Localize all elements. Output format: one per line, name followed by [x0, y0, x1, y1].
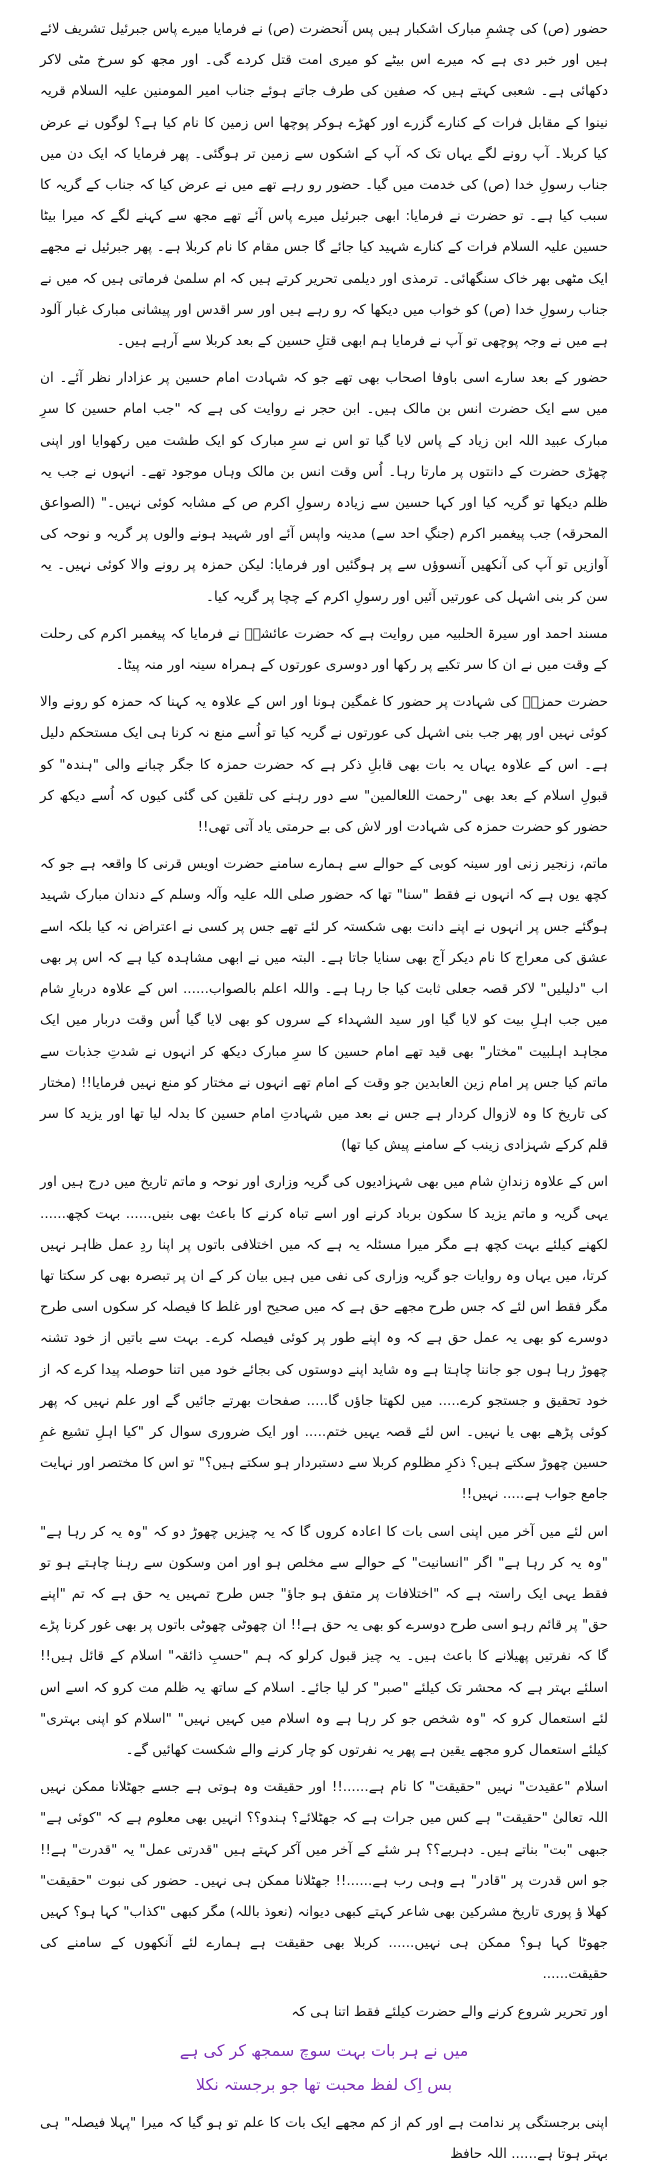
- paragraph-matam: ماتم، زنجیر زنی اور سینہ کوبی کے حوالے سے ہمارے سامنے حضرت اویس قرنی کا واقعہ ہے جو کہ کچھ یوں ہے کہ انہوں نے فقط "سنا" تھا کہ حضور صلی اللہ علیہ وآلہ وسلم کے دندان مبارک شہید ہوگئے جس پر انہوں نے اپنے دانت بھی شکستہ کر لئے تھے جس پر کسی نے اعتراض نہ کیا بلکہ اسے عشق کی معراج کا نام دیکر آج بھی سنایا جاتا ہے۔ البتہ میں نے ابھی مشاہدہ کیا ہے کہ اس پر بھی اب "دلیلیں" لاکر قصہ جعلی ثابت کیا جا رہا ہے۔ واللہ اعلم بالصواب...... اس کے علاوہ دربارِ شام میں جب اہلِ بیت کو لایا گیا اور سید الشہداء کے سروں کو بھی لایا گیا اُس وقت دربار میں ایک مجاہد اہلبیت "مختار" بھی قید تھے امام حسین کا سرِ مبارک دیکھ کر انہوں نے شدتِ جذبات سے ماتم کیا جس پر امام زین العابدین جو وقت کے امام تھے انہوں نے مختار کو منع نہیں فرمایا!! (مختار کی تاریخ کا وہ لازوال کردار ہے جس نے بعد میں شہادتِ امام حسین کا بدلہ لیا تھا اور یزید کا سر قلم کرکے شہزادی زینب کے سامنے پیش کیا تھا): [40, 856, 608, 1154]
- closing-line: اپنی برجستگی پر ندامت ہے اور کم از کم مجھے ایک بات کا علم تو ہو گیا کہ میرا "پہلا فیصلہ" ہی بہتر ہوتا ہے...... اللہ حافظ: [40, 2114, 608, 2162]
- paragraph-anas-bin-malik: حضور کے بعد سارے اسی باوفا اصحاب بھی تھے جو کہ شہادت امام حسین پر عزادار نظر آئے۔ ان میں سے ایک حضرت انس بن مالک ہیں۔ ابن حجر نے روایت کی ہے کہ "جب امام حسین کا سرِ مبارک عبید اللہ ابن زیاد کے پاس لایا گیا تو اس نے سرِ مبارک کو ایک طشت میں رکھوایا اور اپنی چھڑی حضرت کے دانتوں پر مارتا رہا۔ اُس وقت انس بن مالک وہاں موجود تھے۔ انہوں نے جب یہ ظلم دیکھا تو گریہ کیا اور کہا حسین سے زیادہ رسولِ اکرم ص کے مشابہ کوئی نہیں۔" (الصواعق المحرقہ) جب پیغمبر اکرم (جنگِ احد سے) مدینہ واپس آئے اور شہید ہونے والوں پر گریہ و نوحہ کی آوازیں تو آپ کی آنکھیں آنسوؤں سے پر ہوگئیں اور فرمایا: لیکن حمزہ پر رونے والا کوئی نہیں۔ یہ سن کر بنی اشہل کی عورتیں آئیں اور رسولِ اکرم کے چچا پر گریہ کیا۔: [40, 370, 608, 605]
- paragraph-conclusion: اس لئے میں آخر میں اپنی اسی بات کا اعادہ کروں گا کہ یہ چیزیں چھوڑ دو کہ "وہ یہ کر رہا ہے" "وہ یہ کر رہا ہے" اگر "انسانیت" کے حوالے سے مخلص ہو اور امن وسکون سے رہنا چاہتے ہو تو فقط یہی ایک راستہ ہے کہ "اختلافات پر متفق ہو جاؤ" جس طرح تمہیں یہ حق ہے کہ تم "اپنے حق" پر قائم رہو اسی طرح دوسرے کو بھی یہ حق ہے!! ان چھوٹی چھوٹی باتوں پر بھی غور کرنا پڑے گا کہ نفرتیں پھیلانے کا باعث ہیں۔ یہ چیز قبول کرلو کہ ہم "حسبِ ذائقہ" اسلام کے قائل ہیں!! اسلئے بہتر ہے کہ محشر تک کیلئے "صبر" کر لیا جائے۔ اسلام کے ساتھ یہ ظلم مت کرو کہ اسے اس لئے استعمال کرو کہ "وہ شخص جو کر رہا ہے وہ اسلام میں کہیں نہیں" "اسلام کو اپنی بہتری" کیلئے استعمال کرو مجھے یقین ہے پھر یہ نفرتوں کو چار کرنے والے شکست کھائیں گے۔: [40, 1523, 608, 1758]
- paragraph-musnad-ahmad: مسند احمد اور سیرۃ الحلبیہ میں روایت ہے کہ حضرت عائشہؓ نے فرمایا کہ پیغمبر اکرم کی رحلت کے وقت میں نے ان کا سر تکیے پر رکھا اور دوسری عورتوں کے ہمراہ سینہ اور منہ پیٹا۔: [40, 625, 608, 674]
- paragraph-hamza: حضرت حمزہؓ کی شہادت پر حضور کا غمگین ہونا اور اس کے علاوہ یہ کہنا کہ حمزہ کو رونے والا کوئی نہیں اور پھر جب بنی اشہل کی عورتوں نے گریہ کیا تو اُسے منع نہ کرنا ہی ایک مستحکم دلیل ہے۔ اس کے علاوہ یہاں یہ بات بھی قابلِ ذکر ہے کہ حضرت حمزہ کا جگر چبانے والی "ہندہ" کو قبولِ اسلام کے بعد بھی "رحمت اللعالمین" سے دور رہنے کی تلقین کی گئی کیوں کہ اُسے دیکھ کر حضور کو حضرت حمزہ کی شہادت اور لاش کی بے حرمتی یاد آتی تھی!!: [40, 694, 608, 836]
- verse-line-2: بس اِک لفظ محبت تھا جو برجستہ نکلا: [195, 2074, 453, 2094]
- paragraph-dedication: اور تحریر شروع کرنے والے حضرت کیلئے فقط اتنا ہی کہ: [291, 2003, 608, 2020]
- paragraph-islam-haqiqat: اسلام "عقیدت" نہیں "حقیقت" کا نام ہے......!! اور حقیقت وہ ہوتی ہے جسے جھٹلانا ممکن نہیں اللہ تعالیٰ "حقیقت" ہے کس میں جرات ہے کہ جھٹلائے؟ ہندو؟؟ انہیں بھی معلوم ہے کہ "کوئی ہے" جبھی "بت" بناتے ہیں۔ دہریے؟؟ ہر شئے کے آخر میں آکر کہتے ہیں "قدرتی عمل" یہ "قدرت" ہے!! جو اس قدرت پر "قادر" ہے وہی رب ہے......!! جھٹلانا ممکن ہی نہیں۔ حضور کی نبوت "حقیقت" کھلا ؤ پوری تاریخ مشرکین بھی شاعر کہتے کبھی دیوانہ (نعوذ باللہ) مگر کبھی "کذاب" کہا ہو؟ کہیں جھوٹا کہا ہو؟ ممکن ہی نہیں...... کربلا بھی حقیقت ہے ہمارے لئے آنکھوں کے سامنے کی حقیقت......: [40, 1779, 608, 1983]
- paragraph-tears-of-prophet: حضور (ص) کی چشمِ مبارک اشکبار ہیں پس آنحضرت (ص) نے فرمایا میرے پاس جبرئیل تشریف لائے ہیں اور خبر دی ہے کہ میرے اس بیٹے کو میری امت قتل کردے گی۔ اور مجھ کو سرخ مٹی لاکر دکھائی ہے۔ شعبی کہتے ہیں کہ صفین کی طرف جاتے ہوئے جناب امیر المومنین علیہ السلام قریہ نینوا کے مقابل فرات کے کنارے گزرے اور کھڑے ہوکر پوچھا اس زمین کا نام کیا ہے؟ لوگوں نے عرض کیا کربلا۔ آپ رونے لگے یہاں تک کہ آپ کے اشکوں سے زمین تر ہوگئی۔ پھر فرمایا کہ ایک دن میں جناب رسولِ خدا (ص) کی خدمت میں گیا۔ حضور رو رہے تھے میں نے عرض کیا کہ جناب کے گریہ کا سبب کیا ہے۔ تو حضرت نے فرمایا: ابھی جبرئیل میرے پاس آئے تھے مجھ سے کہنے لگے کہ میرا بیٹا حسین علیہ السلام فرات کے کنارے شہید کیا جائے گا جس مقام کا نام کربلا ہے۔ پھر جبرئیل نے مجھے ایک مٹھی بھر خاک سنگھائی۔ ترمذی اور دیلمی تحریر کرتے ہیں کہ ام سلمیٰ فرماتی ہیں کہ میں نے جناب رسولِ خدا (ص) کو خواب میں دیکھا کہ رو رہے ہیں اور سر اقدس اور پیشانی مبارک غبار آلود ہے میں نے وجہ پوچھی تو آپ نے فرمایا ہم ابھی قتلِ حسین کے بعد کربلا سے آرہے ہیں۔: [40, 21, 608, 350]
- verse-line-1: میں نے ہر بات بہت سوچ سمجھ کر کی ہے: [179, 2040, 469, 2060]
- paragraph-zindan-e-sham: اس کے علاوہ زندانِ شام میں بھی شہزادیوں کی گریہ وزاری اور نوحہ و ماتم تاریخ میں درج ہیں اور یہی گریہ و ماتم یزید کا سکون برباد کرنے اور اسے تباہ کرنے کا باعث بھی بنیں...... بہت کچھ...... لکھنے کیلئے بہت کچھ ہے مگر میرا مسئلہ یہ ہے کہ میں اختلافی باتوں پر اپنا ردِ عمل ظاہر نہیں کرتا، میں یہاں وہ روایات جو گریہ وزاری کی نفی میں ہیں بیان کر کے ان پر تبصرہ بھی کر سکتا تھا مگر فقط اس لئے کہ جس طرح مجھے حق ہے کہ میں صحیح اور غلط کا فیصلہ کر سکوں اسی طرح دوسرے کو بھی یہ عمل حق ہے کہ وہ اپنے طور پر کوئی فیصلہ کرے۔ بہت سے باتیں از خود تشنہ چھوڑ رہا ہوں جو جاننا چاہتا ہے وہ شاید اپنے دوستوں کی بجائے خود میں اتنا حوصلہ پیدا کرے کہ از خود تحقیق و جستجو کرے..... میں لکھتا جاؤں گا..... صفحات بھرتے جائیں گے اور علم نہیں کہ پھر کوئی پڑھے بھی یا نہیں۔ اس لئے قصہ یہیں ختم..... اور ایک ضروری سوال کر "کیا اہلِ تشیع غمِ حسین چھوڑ سکتے ہیں؟ ذکرِ مظلوم کربلا سے دستبردار ہو سکتے ہیں؟" تو اس کا مختصر اور نہایت جامع جواب ہے..... نہیں!!: [40, 1174, 608, 1503]
